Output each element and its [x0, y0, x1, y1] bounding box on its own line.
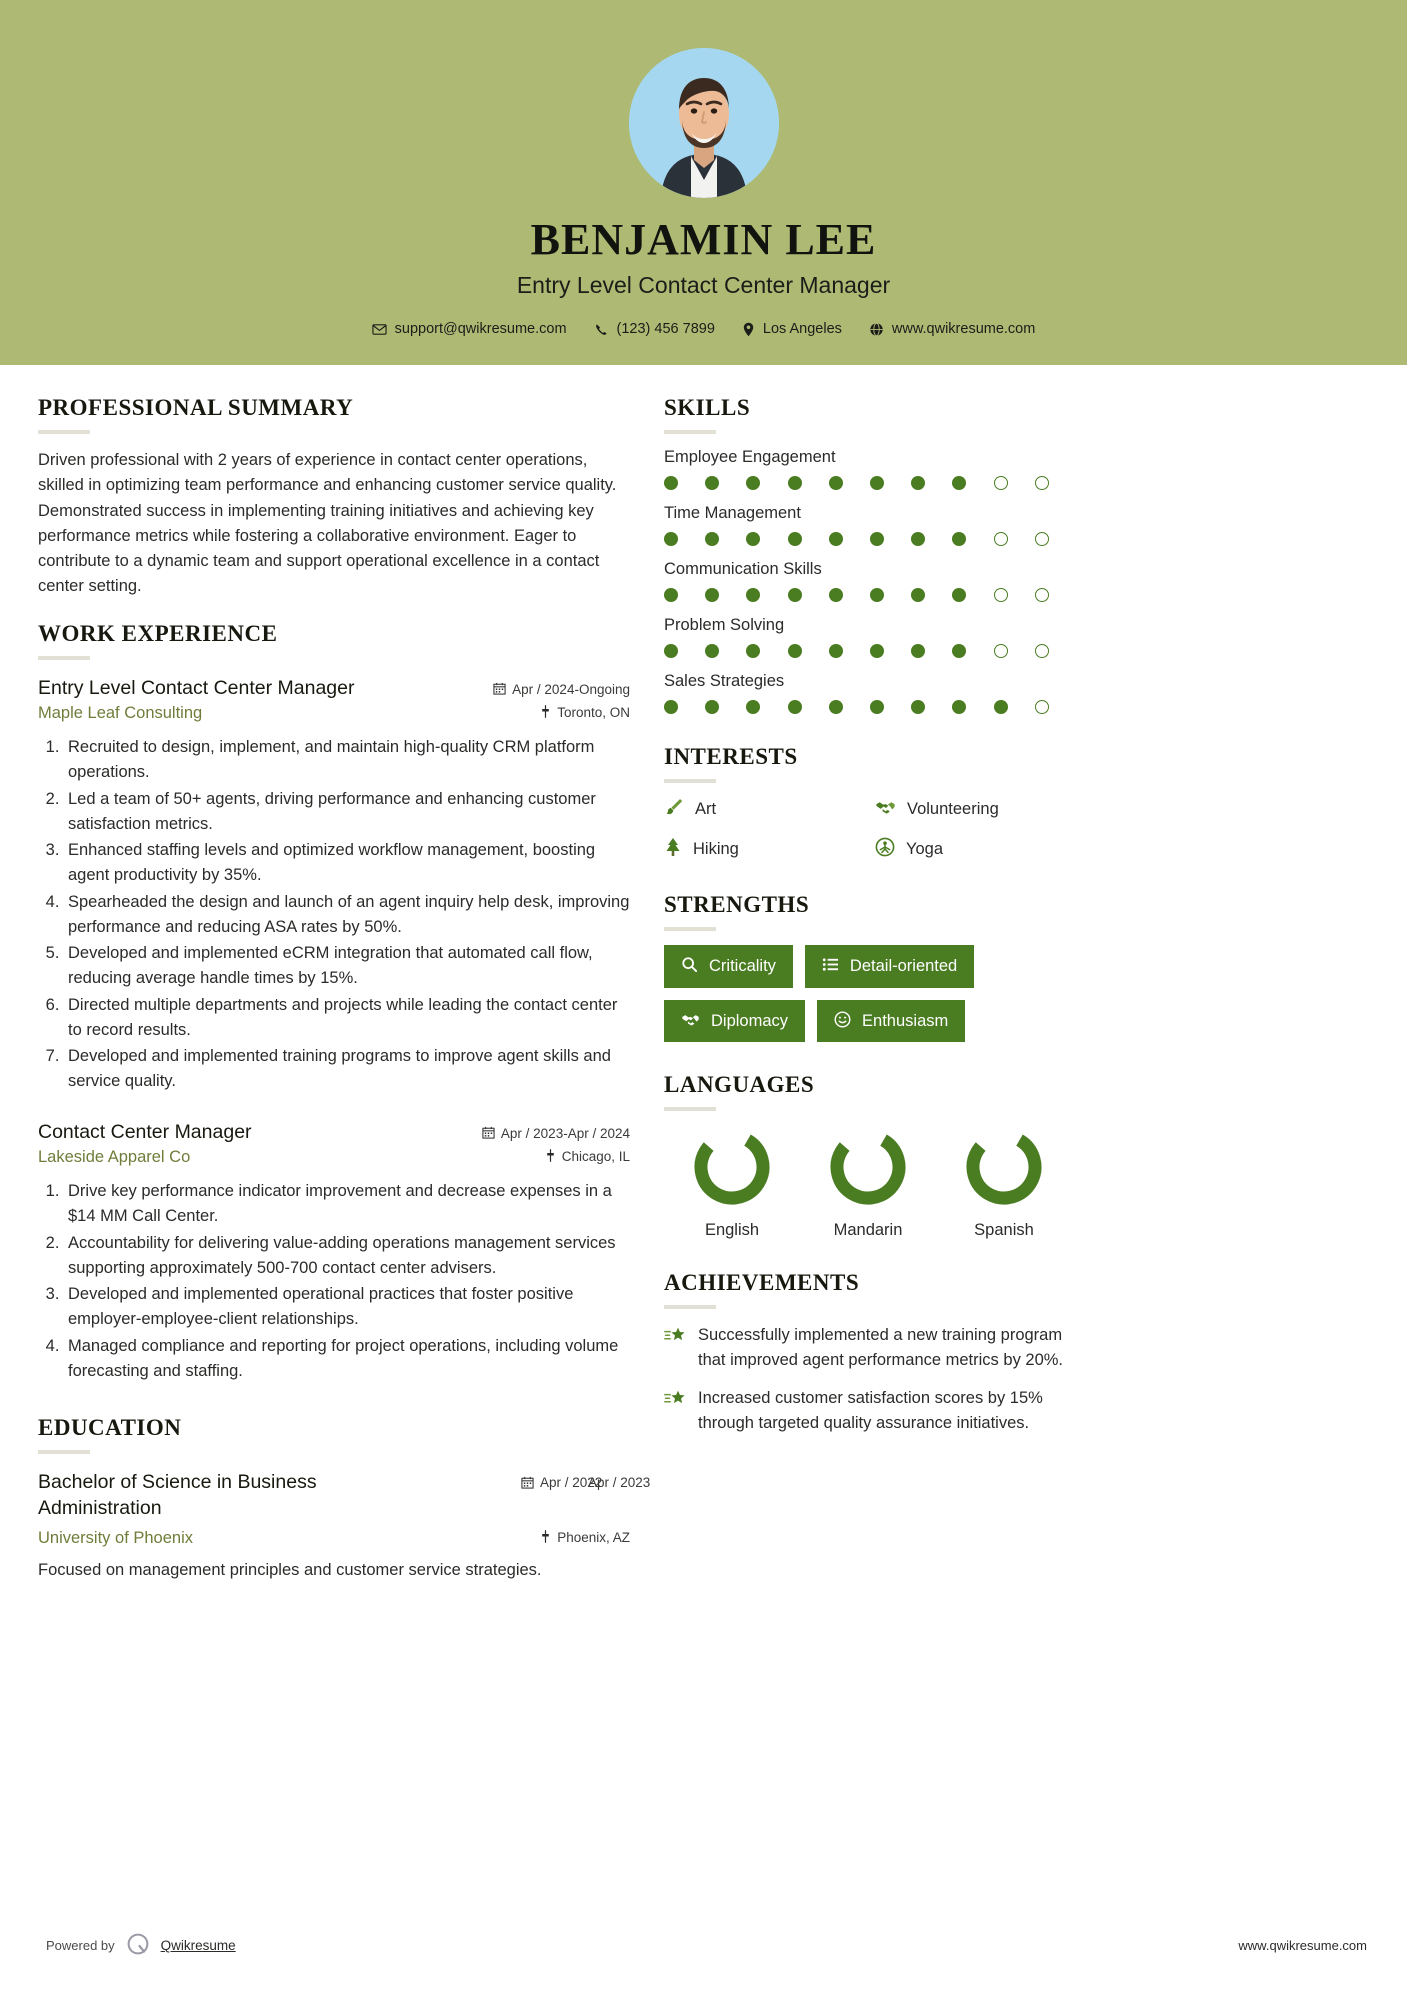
skill-dot-filled: [788, 700, 802, 714]
education-entry: [38, 1470, 651, 1583]
skill-dot-cell: [788, 588, 829, 602]
education-school: University of Phoenix: [38, 1529, 193, 1548]
pin-icon: [545, 1148, 556, 1167]
skill-dot-cell: [829, 588, 870, 602]
skill-dot-cell: [1035, 700, 1076, 714]
skill-dot-cell: [1035, 476, 1076, 490]
skill-dot-filled: [911, 532, 925, 546]
language-item-spanish: [936, 1125, 1072, 1240]
skill-dot-filled: [911, 588, 925, 602]
handshake-icon: [875, 797, 896, 822]
strength-label: Criticality: [709, 957, 776, 976]
calendar-icon: [521, 1475, 534, 1494]
section-rule: [664, 927, 716, 931]
skill-dot-filled: [664, 532, 678, 546]
interests-heading: INTERESTS: [664, 744, 798, 770]
pin-icon: [540, 1529, 551, 1548]
skill-dot-cell: [870, 644, 911, 658]
contact-location-text: Los Angeles: [762, 321, 842, 338]
skill-label: Problem Solving: [664, 616, 785, 635]
skill-label: Communication Skills: [664, 560, 822, 579]
skill-dot-filled: [705, 644, 719, 658]
skill-dot-empty: [994, 588, 1008, 602]
strength-chip-enthusiasm[interactable]: [817, 1000, 965, 1043]
education-dates: [480, 1475, 651, 1494]
skill-dot-cell: [870, 476, 911, 490]
skill-dot-cell: [705, 532, 746, 546]
work-org: Maple Leaf Consulting: [38, 704, 203, 723]
languages-list: [664, 1125, 1076, 1240]
work-dates-text: Apr / 2023-Apr / 2024: [500, 1125, 630, 1141]
work-bullets: [64, 1179, 630, 1383]
section-rule: [38, 656, 90, 660]
skill-dot-filled: [664, 476, 678, 490]
paintbrush-icon: [664, 797, 684, 822]
language-item-english: [664, 1125, 800, 1240]
skill-item: [664, 560, 1076, 602]
skill-dot-filled: [664, 644, 678, 658]
skill-label: Sales Strategies: [664, 672, 785, 691]
skill-dot-cell: [994, 476, 1035, 490]
skill-dot-cell: [746, 476, 787, 490]
skill-dot-cell: [952, 644, 993, 658]
skill-dot-cell: [829, 700, 870, 714]
resume-header: [0, 0, 1407, 365]
footer-powered-by-label: Powered by: [46, 1938, 115, 1953]
interest-item-yoga: [875, 837, 1076, 862]
summary-text: Driven professional with 2 years of experience in contact center operations, skilled in optimizing team performance and enhancing customer service quality. Demonstrated success in implementing training initiatives and achieving key performance metrics while fostering a collaborative environment. Eager to contribute to a dynamic team and support operational excellence in a contact center setting.: [38, 451, 617, 595]
strength-chip-diplomacy[interactable]: [664, 1000, 805, 1043]
section-skills: [664, 395, 1076, 714]
skill-dot-empty: [1035, 532, 1049, 546]
strength-label: Detail-oriented: [849, 957, 958, 976]
skill-rating: [664, 532, 1076, 546]
language-progress-ring: [962, 1125, 1046, 1209]
skill-dot-cell: [705, 700, 746, 714]
avatar-photo: [629, 48, 779, 198]
work-location: [480, 1148, 630, 1167]
language-progress-ring: [690, 1125, 774, 1209]
skill-dot-filled: [746, 644, 760, 658]
skill-dot-filled: [705, 700, 719, 714]
skill-label: Employee Engagement: [664, 448, 836, 467]
qwikresume-logo-icon: [125, 1931, 151, 1960]
contact-row: [0, 321, 1407, 337]
work-dates: [480, 681, 630, 700]
skill-rating: [664, 476, 1076, 490]
candidate-name: BENJAMIN LEE: [530, 215, 877, 264]
work-bullet: 3. Enhanced staffing levels and optimized workflow management, boosting agent productivity by 35%.: [64, 838, 630, 888]
summary-heading: PROFESSIONAL SUMMARY: [38, 395, 354, 421]
section-rule: [38, 1450, 90, 1454]
education-degree: Bachelor of Science in Business Administration: [38, 1471, 317, 1519]
section-strengths: [664, 892, 1076, 1042]
skills-heading: SKILLS: [664, 395, 751, 421]
skill-dot-cell: [829, 532, 870, 546]
skill-dot-filled: [952, 644, 966, 658]
section-rule: [664, 430, 716, 434]
work-bullets: [64, 735, 630, 1094]
section-professional-summary: [38, 395, 630, 598]
avatar: [629, 48, 779, 198]
work-meta: [480, 676, 630, 700]
achievement-text: Increased customer satisfaction scores by 15% through targeted quality assurance initiatives.: [698, 1389, 1043, 1432]
interest-label: Yoga: [906, 840, 944, 859]
skill-dot-filled: [829, 644, 843, 658]
work-bullet: 4. Managed compliance and reporting for project operations, including volume forecasting and staffing.: [64, 1334, 630, 1384]
work-dates: [480, 1125, 630, 1144]
work-bullet: 1. Recruited to design, implement, and maintain high-quality CRM platform operations.: [64, 735, 630, 785]
language-label: Spanish: [974, 1221, 1034, 1240]
skill-dot-filled: [664, 700, 678, 714]
location-pin-icon: [742, 322, 755, 337]
skill-dot-filled: [870, 644, 884, 658]
left-column: [38, 395, 651, 1911]
skill-label: Time Management: [664, 504, 801, 523]
work-dates-text: Apr / 2024-Ongoing: [512, 681, 630, 697]
skill-dot-empty: [1035, 476, 1049, 490]
calendar-icon: [482, 1125, 495, 1144]
pin-icon: [540, 704, 551, 723]
skill-dot-cell: [664, 532, 705, 546]
skill-dot-filled: [705, 532, 719, 546]
contact-phone-text: (123) 456 7899: [616, 321, 715, 338]
skill-dot-empty: [1035, 588, 1049, 602]
skill-dot-cell: [994, 588, 1035, 602]
skill-dot-filled: [746, 588, 760, 602]
footer-brand-link[interactable]: Qwikresume: [160, 1938, 236, 1953]
skill-dot-filled: [746, 476, 760, 490]
skill-dot-cell: [664, 644, 705, 658]
resume-footer: [0, 1911, 1407, 1990]
skill-dot-filled: [829, 532, 843, 546]
skill-dot-cell: [788, 700, 829, 714]
globe-icon: [869, 322, 884, 337]
skill-dot-filled: [705, 476, 719, 490]
work-location: [480, 704, 630, 723]
interest-label: Volunteering: [907, 800, 999, 819]
tree-icon: [664, 837, 682, 862]
skill-dot-filled: [788, 476, 802, 490]
work-bullet: 2. Led a team of 50+ agents, driving performance and enhancing customer satisfaction metrics.: [64, 787, 630, 837]
skill-dot-cell: [911, 476, 952, 490]
skill-item: [664, 504, 1076, 546]
skill-dot-filled: [911, 476, 925, 490]
skill-dot-cell: [664, 588, 705, 602]
skill-dot-filled: [788, 644, 802, 658]
handshake-icon: [681, 1011, 700, 1032]
skill-dot-filled: [788, 588, 802, 602]
work-org: Lakeside Apparel Co: [38, 1148, 191, 1167]
section-work-experience: [38, 621, 630, 1384]
skill-item: [664, 448, 1076, 490]
interest-item-art: [664, 797, 865, 822]
work-location-text: Chicago, IL: [561, 1149, 630, 1165]
skill-dot-empty: [1035, 700, 1049, 714]
skill-dot-cell: [705, 476, 746, 490]
skill-dot-cell: [870, 588, 911, 602]
strength-chip-criticality[interactable]: [664, 945, 793, 988]
smiley-icon: [834, 1011, 851, 1032]
work-bullet: 2. Accountability for delivering value-adding operations management services supporting approximately 500-700 contact center advisers.: [64, 1231, 630, 1281]
skill-dot-empty: [994, 532, 1008, 546]
work-meta: [480, 1120, 630, 1144]
contact-email-text: support@qwikresume.com: [394, 321, 567, 338]
skill-dot-filled: [870, 532, 884, 546]
language-label: English: [704, 1221, 760, 1240]
section-interests: [664, 744, 1076, 862]
skill-dot-cell: [952, 476, 993, 490]
skill-dot-cell: [870, 532, 911, 546]
skill-dot-filled: [870, 476, 884, 490]
achievement-item: [664, 1386, 1076, 1435]
skill-dot-empty: [1035, 644, 1049, 658]
section-rule: [664, 779, 716, 783]
skill-dot-cell: [911, 588, 952, 602]
work-entry: [38, 676, 630, 1094]
skill-dot-filled: [829, 476, 843, 490]
envelope-icon: [372, 322, 387, 337]
skill-dot-filled: [994, 700, 1008, 714]
education-note: Focused on management principles and customer service strategies.: [38, 1561, 542, 1580]
skill-dot-cell: [952, 700, 993, 714]
strength-chip-detail-oriented[interactable]: [805, 945, 974, 988]
strength-label: Diplomacy: [711, 1011, 789, 1030]
achievements-heading: ACHIEVEMENTS: [664, 1270, 860, 1296]
education-meta: [480, 1470, 651, 1494]
skill-rating: [664, 644, 1076, 658]
skill-dot-cell: [1035, 588, 1076, 602]
strengths-heading: STRENGTHS: [664, 892, 810, 918]
yoga-icon: [875, 837, 895, 862]
search-icon: [681, 956, 698, 977]
work-bullet: 5. Developed and implemented eCRM integration that automated call flow, reducing average handle times by 15%.: [64, 941, 630, 991]
section-rule: [664, 1305, 716, 1309]
education-start-text: Apr / 2022: [540, 1475, 603, 1491]
skill-dot-cell: [911, 644, 952, 658]
skill-dot-cell: [994, 532, 1035, 546]
contact-email[interactable]: [363, 321, 576, 337]
section-rule: [664, 1107, 716, 1111]
skill-rating: [664, 588, 1076, 602]
interest-label: Hiking: [693, 840, 739, 859]
skill-dot-cell: [746, 588, 787, 602]
work-location-text: Toronto, ON: [557, 705, 630, 721]
work-bullet: 4. Spearheaded the design and launch of an agent inquiry help desk, improving performance and reducing ASA rates by 50%.: [64, 890, 630, 940]
achievement-text: Successfully implemented a new training program that improved agent performance metrics by 20%.: [698, 1326, 1064, 1369]
skill-dot-cell: [994, 700, 1035, 714]
skill-dot-cell: [1035, 532, 1076, 546]
skill-dot-filled: [952, 532, 966, 546]
interest-item-hiking: [664, 837, 865, 862]
section-rule: [38, 430, 90, 434]
resume-body: [0, 365, 1407, 1911]
skill-dot-filled: [952, 588, 966, 602]
shooting-star-icon: [664, 1386, 686, 1435]
work-bullet: 6. Directed multiple departments and projects while leading the contact center to record results.: [64, 993, 630, 1043]
language-progress-ring: [826, 1125, 910, 1209]
list-icon: [822, 956, 839, 977]
skill-dot-filled: [870, 588, 884, 602]
contact-location: [733, 321, 851, 337]
skill-dot-filled: [829, 588, 843, 602]
education-location-text: Phoenix, AZ: [557, 1530, 630, 1546]
skill-dot-cell: [664, 700, 705, 714]
skill-dot-cell: [829, 476, 870, 490]
skill-dot-empty: [994, 644, 1008, 658]
skill-dot-cell: [911, 532, 952, 546]
skill-dot-filled: [746, 532, 760, 546]
skill-dot-cell: [911, 700, 952, 714]
skill-dot-filled: [952, 476, 966, 490]
skill-item: [664, 672, 1076, 714]
skill-dot-cell: [1035, 644, 1076, 658]
education-location: [480, 1529, 630, 1548]
skill-dot-empty: [994, 476, 1008, 490]
work-bullet: 1. Drive key performance indicator improvement and decrease expenses in a $14 MM Call Center.: [64, 1179, 630, 1229]
skill-dot-cell: [746, 532, 787, 546]
work-bullet: 3. Developed and implemented operational practices that foster positive employer-employee-client relationships.: [64, 1282, 630, 1332]
work-bullet: 7. Developed and implemented training programs to improve agent skills and service quality.: [64, 1044, 630, 1094]
education-end-text: Apr / 2023: [588, 1475, 651, 1491]
contact-phone[interactable]: [585, 321, 724, 337]
skill-dot-filled: [952, 700, 966, 714]
skill-dot-cell: [788, 644, 829, 658]
skill-dot-cell: [870, 700, 911, 714]
calendar-icon: [493, 681, 506, 700]
phone-icon: [594, 322, 609, 337]
skill-dot-filled: [705, 588, 719, 602]
skill-item: [664, 616, 1076, 658]
skill-dot-cell: [952, 588, 993, 602]
work-entry: [38, 1120, 630, 1384]
candidate-job-title: Entry Level Contact Center Manager: [516, 272, 891, 299]
interest-label: Art: [695, 800, 717, 819]
section-achievements: [664, 1270, 1076, 1435]
skill-dot-cell: [788, 476, 829, 490]
strengths-list: [664, 945, 1076, 1042]
skill-dot-cell: [705, 644, 746, 658]
skill-dot-filled: [788, 532, 802, 546]
skill-dot-cell: [788, 532, 829, 546]
right-column: [664, 395, 1076, 1911]
achievement-item: [664, 1323, 1076, 1372]
skill-dot-cell: [952, 532, 993, 546]
work-role: Entry Level Contact Center Manager: [38, 676, 355, 699]
skill-rating: [664, 700, 1076, 714]
language-item-mandarin: [800, 1125, 936, 1240]
contact-website[interactable]: [860, 321, 1044, 337]
skill-dot-cell: [829, 644, 870, 658]
contact-website-text: www.qwikresume.com: [891, 321, 1036, 338]
section-education: [38, 1415, 651, 1583]
interest-item-volunteering: [875, 797, 1076, 822]
footer-website[interactable]: www.qwikresume.com: [1238, 1938, 1367, 1953]
skill-dot-cell: [746, 700, 787, 714]
skill-dot-cell: [705, 588, 746, 602]
skill-dot-filled: [870, 700, 884, 714]
skill-dot-filled: [911, 700, 925, 714]
skill-dot-filled: [829, 700, 843, 714]
skill-dot-cell: [664, 476, 705, 490]
work-heading: WORK EXPERIENCE: [38, 620, 278, 646]
education-heading: EDUCATION: [38, 1415, 182, 1441]
skill-dot-cell: [994, 644, 1035, 658]
work-role: Contact Center Manager: [38, 1120, 252, 1143]
skill-dot-filled: [664, 588, 678, 602]
skill-dot-filled: [746, 700, 760, 714]
language-label: Mandarin: [833, 1221, 903, 1240]
strength-label: Enthusiasm: [862, 1011, 949, 1030]
skill-dot-filled: [911, 644, 925, 658]
shooting-star-icon: [664, 1323, 686, 1372]
languages-heading: LANGUAGES: [664, 1072, 815, 1098]
interests-grid: [664, 797, 1076, 862]
footer-powered-by: [46, 1931, 236, 1960]
section-languages: [664, 1072, 1076, 1240]
skill-dot-cell: [746, 644, 787, 658]
